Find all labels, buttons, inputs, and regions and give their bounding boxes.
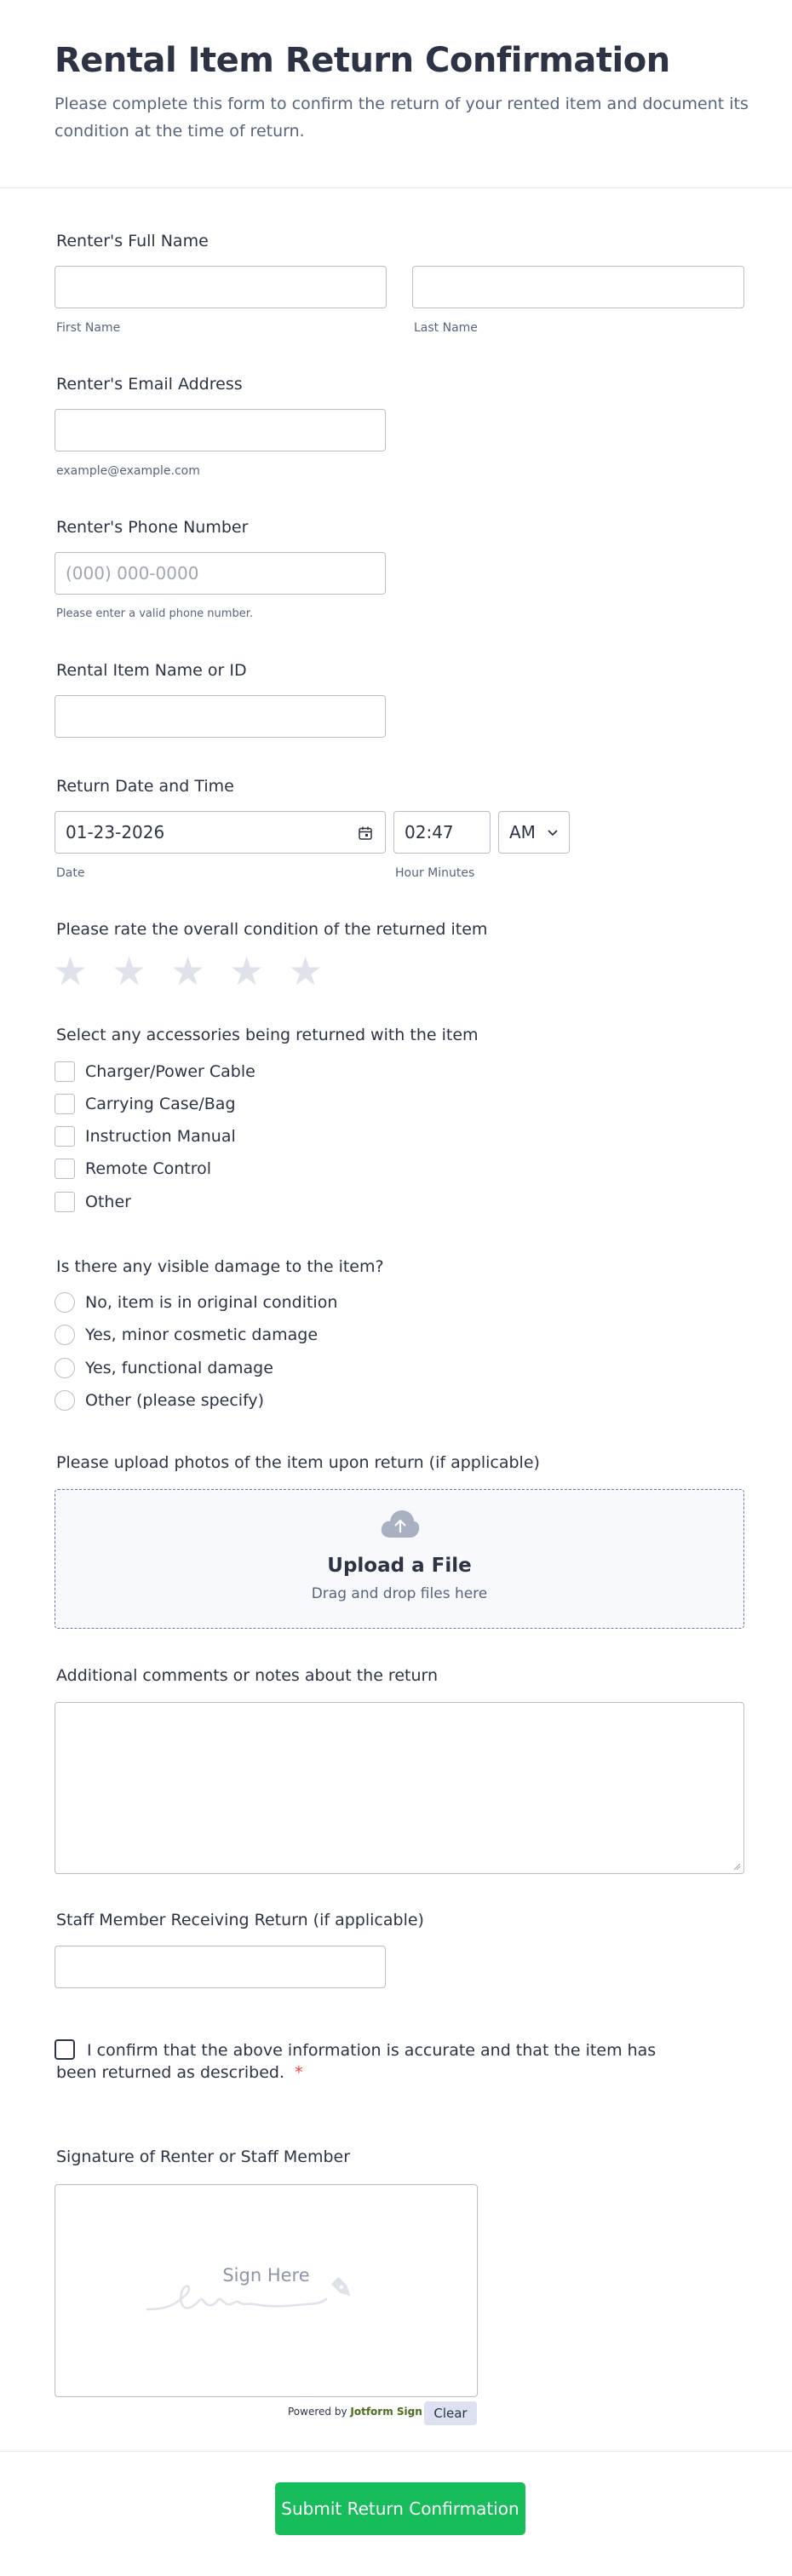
checkbox-charger[interactable] xyxy=(55,1061,75,1082)
accessories-label: Select any accessories being returned with the item xyxy=(56,1026,479,1044)
radio-minor-damage[interactable] xyxy=(55,1325,75,1345)
required-asterisk: * xyxy=(295,2063,303,2082)
upload-label: Please upload photos of the item upon return (if applicable) xyxy=(56,1453,540,1472)
powered-by xyxy=(288,2406,422,2418)
date-input[interactable] xyxy=(55,811,386,854)
staff-input[interactable] xyxy=(55,1946,386,1988)
signature-label: Signature of Renter or Staff Member xyxy=(56,2148,351,2166)
upload-title: Upload a File xyxy=(327,1555,472,1577)
checkbox-label: Carrying Case/Bag xyxy=(85,1095,236,1113)
form-title: Rental Item Return Confirmation xyxy=(55,41,670,80)
date-sublabel: Date xyxy=(56,866,85,880)
checkbox-manual[interactable] xyxy=(55,1126,75,1147)
sign-here-text: Sign Here xyxy=(222,2265,310,2286)
staff-label: Staff Member Receiving Return (if applicable) xyxy=(56,1911,424,1929)
checkbox-remote[interactable] xyxy=(55,1159,75,1179)
datetime-label: Return Date and Time xyxy=(56,777,234,796)
radio-label: Yes, minor cosmetic damage xyxy=(85,1325,319,1344)
checkbox-case[interactable] xyxy=(55,1094,75,1114)
checkbox-label: Charger/Power Cable xyxy=(85,1062,255,1081)
cloud-upload-icon xyxy=(380,1509,421,1539)
first-name-sublabel: First Name xyxy=(56,321,121,335)
comments-textarea[interactable] xyxy=(55,1702,744,1874)
time-sublabel: Hour Minutes xyxy=(395,866,475,880)
checkbox-label: Other xyxy=(85,1193,131,1211)
phone-input[interactable]: (000) 000-0000 xyxy=(55,552,386,595)
calendar-icon[interactable] xyxy=(358,825,373,841)
email-label: Renter's Email Address xyxy=(56,375,243,394)
first-name-input[interactable] xyxy=(55,266,387,308)
rating-label: Please rate the overall condition of the returned item xyxy=(56,920,488,939)
last-name-sublabel: Last Name xyxy=(414,321,478,335)
footer-divider xyxy=(0,2451,792,2452)
star-icon[interactable]: ★ xyxy=(229,948,265,994)
star-icon[interactable]: ★ xyxy=(112,948,147,994)
confirm-text: I confirm that the above information is accurate and that the item has been returned as described. xyxy=(56,2041,657,2082)
email-sublabel: example@example.com xyxy=(56,464,200,478)
star-icon[interactable]: ★ xyxy=(170,948,206,994)
star-icon[interactable]: ★ xyxy=(53,948,89,994)
item-input[interactable] xyxy=(55,695,386,738)
phone-label: Renter's Phone Number xyxy=(56,518,249,537)
radio-label: Yes, functional damage xyxy=(85,1359,273,1377)
radio-label: Other (please specify) xyxy=(85,1391,265,1410)
confirm-text-block xyxy=(56,2039,669,2084)
clear-signature-button[interactable]: Clear xyxy=(424,2401,477,2425)
checkbox-other[interactable] xyxy=(55,1192,75,1212)
damage-label: Is there any visible damage to the item? xyxy=(56,1257,384,1276)
jotform-sign-brand[interactable]: Jotform Sign xyxy=(350,2406,422,2418)
radio-other[interactable] xyxy=(55,1390,75,1411)
ampm-select[interactable] xyxy=(498,811,570,854)
file-upload-dropzone[interactable] xyxy=(55,1489,744,1629)
item-label: Rental Item Name or ID xyxy=(56,661,247,680)
chevron-down-icon xyxy=(547,829,559,837)
phone-sublabel: Please enter a valid phone number. xyxy=(56,607,253,620)
full-name-label: Renter's Full Name xyxy=(56,232,209,250)
comments-label: Additional comments or notes about the return xyxy=(56,1666,439,1685)
star-icon[interactable]: ★ xyxy=(288,948,324,994)
radio-functional-damage[interactable] xyxy=(55,1358,75,1378)
radio-label: No, item is in original condition xyxy=(85,1293,338,1312)
date-value: 01-23-2026 xyxy=(66,822,165,842)
resize-handle-icon[interactable] xyxy=(732,1862,741,1871)
form-description: Please complete this form to confirm the return of your rented item and document its condition at the time of return. xyxy=(55,95,749,141)
email-input[interactable] xyxy=(55,409,386,451)
header-divider xyxy=(0,187,792,188)
signature-pad[interactable] xyxy=(55,2184,478,2397)
powered-by-text: Powered by xyxy=(288,2406,347,2418)
upload-hint: Drag and drop files here xyxy=(311,1585,488,1602)
submit-button[interactable]: Submit Return Confirmation xyxy=(275,2482,525,2535)
last-name-input[interactable] xyxy=(412,266,744,308)
checkbox-label: Instruction Manual xyxy=(85,1127,236,1146)
radio-no-damage[interactable] xyxy=(55,1292,75,1313)
ampm-value: AM xyxy=(509,822,536,842)
time-input[interactable]: 02:47 xyxy=(393,811,491,854)
checkbox-label: Remote Control xyxy=(85,1159,212,1178)
